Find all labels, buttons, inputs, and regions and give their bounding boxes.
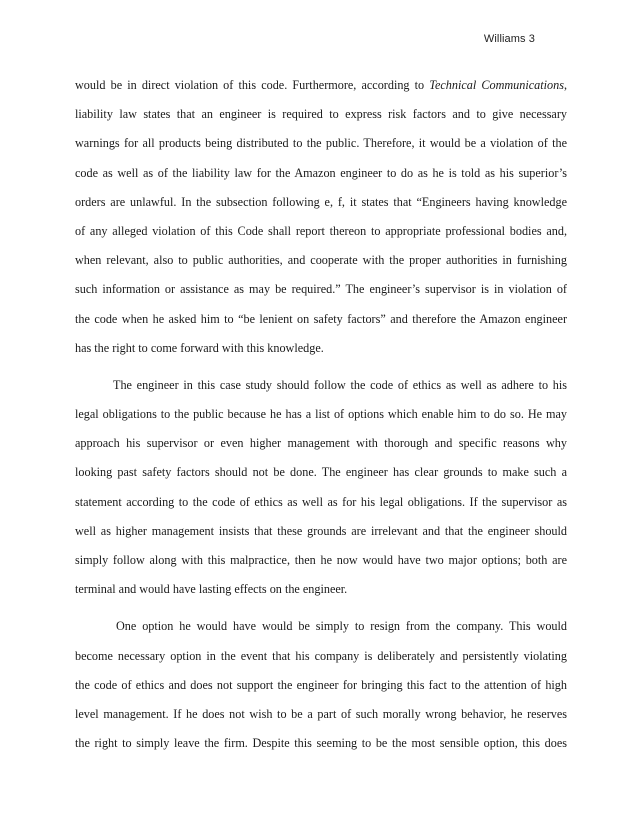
text-line: code as well as of the liability law for the Amazon engineer to do as he is told as his superior’s — [75, 165, 567, 180]
text-line: has the right to come forward with this knowledge. — [75, 340, 324, 355]
text-line: approach his supervisor or even higher management with thorough and specific reasons why — [75, 436, 567, 451]
text-line: terminal and would have lasting effects on the engineer. — [75, 582, 348, 597]
text-line: One option he would have would be simply to resign from the company. This would — [116, 619, 567, 634]
text-line: the right to simply leave the firm. Despite this seeming to be the most sensible option, this does — [75, 736, 567, 751]
punctuation: , — [563, 78, 568, 92]
text-line: become necessary option in the event that his company is deliberately and persistently violating — [75, 648, 567, 663]
text-line: when relevant, also to public authorities, and cooperate with the proper authorities in furnishing — [75, 253, 567, 268]
paragraph-3 — [75, 612, 567, 758]
text-line: liability law states that an engineer is required to express risk factors and to give necessary — [75, 107, 567, 122]
paragraph-gap — [75, 363, 567, 371]
text-line: the code when he asked him to “be lenient on safety factors” and therefore the Amazon engineer — [75, 311, 567, 326]
italic-title: Technical Communications — [429, 78, 564, 92]
text-line: simply follow along with this malpractice, then he now would have two major options; both are — [75, 553, 567, 567]
paragraph-gap — [75, 604, 567, 612]
text-line: well as higher management insists that these grounds are irrelevant and that the engineer should — [75, 523, 567, 538]
running-head: Williams 3 — [483, 33, 535, 45]
text-line: such information or assistance as may be required.” The engineer’s supervisor is in violation of — [75, 282, 567, 297]
text-line: legal obligations to the public because he has a list of options which enable him to do so. He may — [75, 407, 567, 422]
paragraph-2 — [75, 371, 567, 605]
text-line: The engineer in this case study should follow the code of ethics as well as adhere to his — [113, 377, 567, 392]
text-line: level management. If he does not wish to be a part of such morally wrong behavior, he reserves — [75, 706, 567, 721]
body-text — [75, 71, 567, 758]
text-line-content: would be in direct violation of this code. Furthermore, according to — [75, 78, 425, 92]
text-line: statement according to the code of ethics as well as for his legal obligations. If the supervisor as — [75, 494, 567, 509]
text-line: warnings for all products being distributed to the public. Therefore, it would be a violation of the — [75, 136, 567, 151]
text-line — [75, 71, 567, 100]
paragraph-1 — [75, 71, 567, 363]
text-line: orders are unlawful. In the subsection following e, f, it states that “Engineers having knowledge — [75, 194, 567, 209]
text-line: of any alleged violation of this Code shall report thereon to appropriate professional bodies and, — [75, 223, 567, 238]
text-line: looking past safety factors should not be done. The engineer has clear grounds to make such a — [75, 465, 567, 480]
text-line: the code of ethics and does not support the engineer for bringing this fact to the attention of high — [75, 677, 567, 692]
